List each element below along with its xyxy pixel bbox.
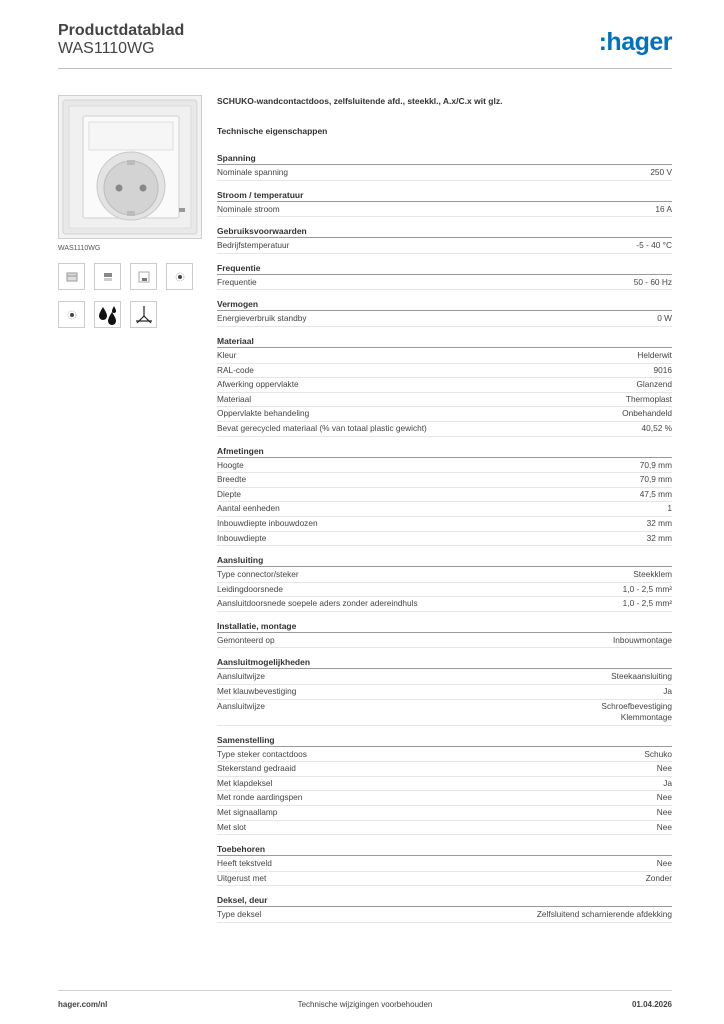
property-row [217, 762, 672, 777]
property-value: Ja [663, 686, 672, 697]
property-row [217, 312, 672, 327]
dot-icon [58, 301, 85, 328]
footer-website: hager.com/nl [58, 1000, 108, 1009]
property-value: Nee [656, 858, 672, 869]
property-value: 50 - 60 Hz [633, 276, 672, 287]
property-value: 40,52 % [641, 422, 672, 433]
property-section [217, 225, 672, 254]
property-value: 16 A [655, 203, 672, 214]
property-sections [217, 152, 672, 923]
property-row [217, 791, 672, 806]
property-row [217, 378, 672, 393]
property-row [217, 422, 672, 437]
image-caption: WAS1110WG [58, 245, 101, 252]
property-value: 9016 [653, 364, 672, 375]
property-row [217, 670, 672, 685]
property-row [217, 393, 672, 408]
page-header [58, 22, 672, 69]
property-label: Aansluitdoorsnede soepele aders zonder adereindhuls [217, 598, 418, 609]
property-row [217, 364, 672, 379]
property-row [217, 700, 672, 726]
property-label: Met slot [217, 821, 247, 832]
section-heading: Deksel, deur [217, 894, 672, 907]
property-row [217, 872, 672, 887]
property-label: Met ronde aardingspen [217, 792, 303, 803]
property-section [217, 656, 672, 725]
property-row [217, 597, 672, 612]
property-value: 1,0 - 2,5 mm² [622, 598, 672, 609]
property-value: Onbehandeld [622, 408, 672, 419]
property-label: Bevat gerecycled materiaal (% van totaal plastic gewicht) [217, 422, 427, 433]
socket-shutter-icon [130, 263, 157, 290]
property-row [217, 777, 672, 792]
property-row [217, 349, 672, 364]
property-label: Materiaal [217, 393, 252, 404]
property-label: Uitgerust met [217, 872, 267, 883]
property-row [217, 806, 672, 821]
product-description: SCHUKO-wandcontactdoos, zelfsluitende afd., steekkl., A.x/C.x wit glz. [217, 96, 503, 106]
property-section [217, 445, 672, 547]
property-row [217, 532, 672, 547]
property-value: 250 V [650, 167, 672, 177]
property-label: Gemonteerd op [217, 634, 275, 645]
property-value: 32 mm [646, 517, 672, 528]
property-row [217, 685, 672, 700]
dot-icon [166, 263, 193, 290]
product-details [217, 96, 672, 931]
property-row [217, 407, 672, 422]
property-label: Nominale stroom [217, 203, 280, 214]
property-row [217, 488, 672, 503]
product-code: WAS1110WG [58, 40, 155, 57]
property-value: 0 W [657, 313, 672, 324]
property-row [217, 203, 672, 218]
property-section [217, 152, 672, 181]
property-value: 32 mm [646, 532, 672, 543]
property-value: Nee [656, 792, 672, 803]
section-heading: Materiaal [217, 335, 672, 348]
property-label: Met signaallamp [217, 807, 278, 818]
property-section [217, 189, 672, 218]
section-heading: Samenstelling [217, 734, 672, 747]
hager-logo: :hager [598, 28, 672, 56]
property-label: Hoogte [217, 459, 244, 470]
property-label: Breedte [217, 474, 247, 485]
property-value: 1 [667, 503, 672, 514]
section-heading: Aansluiting [217, 554, 672, 567]
property-value: Schuko [644, 748, 672, 759]
property-value: Steekklem [633, 569, 672, 580]
section-heading: Installatie, montage [217, 620, 672, 633]
property-value: -5 - 40 °C [636, 240, 672, 251]
property-value: Nee [656, 763, 672, 774]
property-label: RAL-code [217, 364, 254, 375]
property-label: Type deksel [217, 909, 262, 920]
product-visuals [58, 95, 202, 328]
property-section [217, 843, 672, 886]
property-value: Inbouwmontage [612, 634, 672, 645]
property-section [217, 894, 672, 923]
property-row [217, 239, 672, 254]
section-heading: Afmetingen [217, 445, 672, 458]
property-value: Nee [656, 807, 672, 818]
property-label: Frequentie [217, 276, 257, 287]
property-row [217, 634, 672, 649]
property-value: 70,9 mm [639, 474, 672, 485]
property-label: Met klauwbevestiging [217, 686, 297, 697]
property-value: Zonder [645, 872, 672, 883]
property-value: Thermoplast [625, 393, 672, 404]
property-row [217, 583, 672, 598]
section-heading: Gebruiksvoorwaarden [217, 225, 672, 238]
property-row [217, 166, 672, 181]
splash-protection-icon [94, 301, 121, 328]
section-heading: Stroom / temperatuur [217, 189, 672, 202]
property-row [217, 276, 672, 291]
property-section [217, 298, 672, 327]
box-front-icon [94, 263, 121, 290]
property-row [217, 568, 672, 583]
page-footer [58, 990, 672, 1011]
section-heading: Frequentie [217, 262, 672, 275]
section-heading: Vermogen [217, 298, 672, 311]
property-label: Type steker contactdoos [217, 748, 307, 759]
property-label: Inbouwdiepte [217, 532, 267, 543]
property-section [217, 335, 672, 437]
property-value: 1,0 - 2,5 mm² [622, 583, 672, 594]
property-row [217, 502, 672, 517]
property-label: Kleur [217, 349, 237, 360]
socket-illustration [59, 96, 201, 238]
property-label: Type connector/steker [217, 569, 299, 580]
property-label: Diepte [217, 488, 241, 499]
section-heading: Spanning [217, 152, 672, 165]
property-value: 70,9 mm [639, 459, 672, 470]
property-label: Afwerking oppervlakte [217, 379, 299, 390]
property-label: Heeft tekstveld [217, 858, 272, 869]
section-heading: Toebehoren [217, 843, 672, 856]
properties-heading: Technische eigenschappen [217, 126, 328, 136]
property-label: Aantal eenheden [217, 503, 280, 514]
property-label: Stekerstand gedraaid [217, 763, 296, 774]
feature-icons-row-1 [58, 263, 202, 290]
property-row [217, 821, 672, 836]
screw-terminal-icon [130, 301, 157, 328]
footer-disclaimer: Technische wijzigingen voorbehouden [297, 1000, 433, 1009]
property-value: 47,5 mm [639, 488, 672, 499]
property-row [217, 908, 672, 923]
property-section [217, 262, 672, 291]
property-label: Bedrijfstemperatuur [217, 240, 290, 251]
property-label: Inbouwdiepte inbouwdozen [217, 517, 318, 528]
product-image [58, 95, 202, 239]
property-section [217, 554, 672, 612]
property-row [217, 517, 672, 532]
property-value: Ja [663, 777, 672, 788]
document-title: Productdatablad [58, 22, 185, 39]
property-label: Nominale spanning [217, 167, 289, 177]
property-row [217, 748, 672, 763]
property-label: Energieverbruik standby [217, 313, 307, 324]
property-label: Aansluitwijze [217, 671, 265, 682]
section-heading: Aansluitmogelijkheden [217, 656, 672, 669]
property-row [217, 857, 672, 872]
flush-mount-icon [58, 263, 85, 290]
property-value: Steekaansluiting [611, 671, 672, 682]
property-row [217, 459, 672, 474]
property-section [217, 620, 672, 649]
property-value: Glanzend [636, 379, 672, 390]
property-row [217, 473, 672, 488]
feature-icons-row-2 [58, 301, 202, 328]
property-label: Met klapdeksel [217, 777, 273, 788]
property-label: Leidingdoorsnede [217, 583, 283, 594]
property-value: Helderwit [637, 349, 672, 360]
property-section [217, 734, 672, 836]
property-value: Zelfsluitend scharnierende afdekking [536, 909, 672, 920]
footer-date: 01.04.2026 [631, 1000, 672, 1009]
property-value: Schroefbevestiging Klemmontage [601, 700, 672, 723]
property-label: Aansluitwijze [217, 700, 265, 711]
property-value: Nee [656, 821, 672, 832]
property-label: Oppervlakte behandeling [217, 408, 310, 419]
